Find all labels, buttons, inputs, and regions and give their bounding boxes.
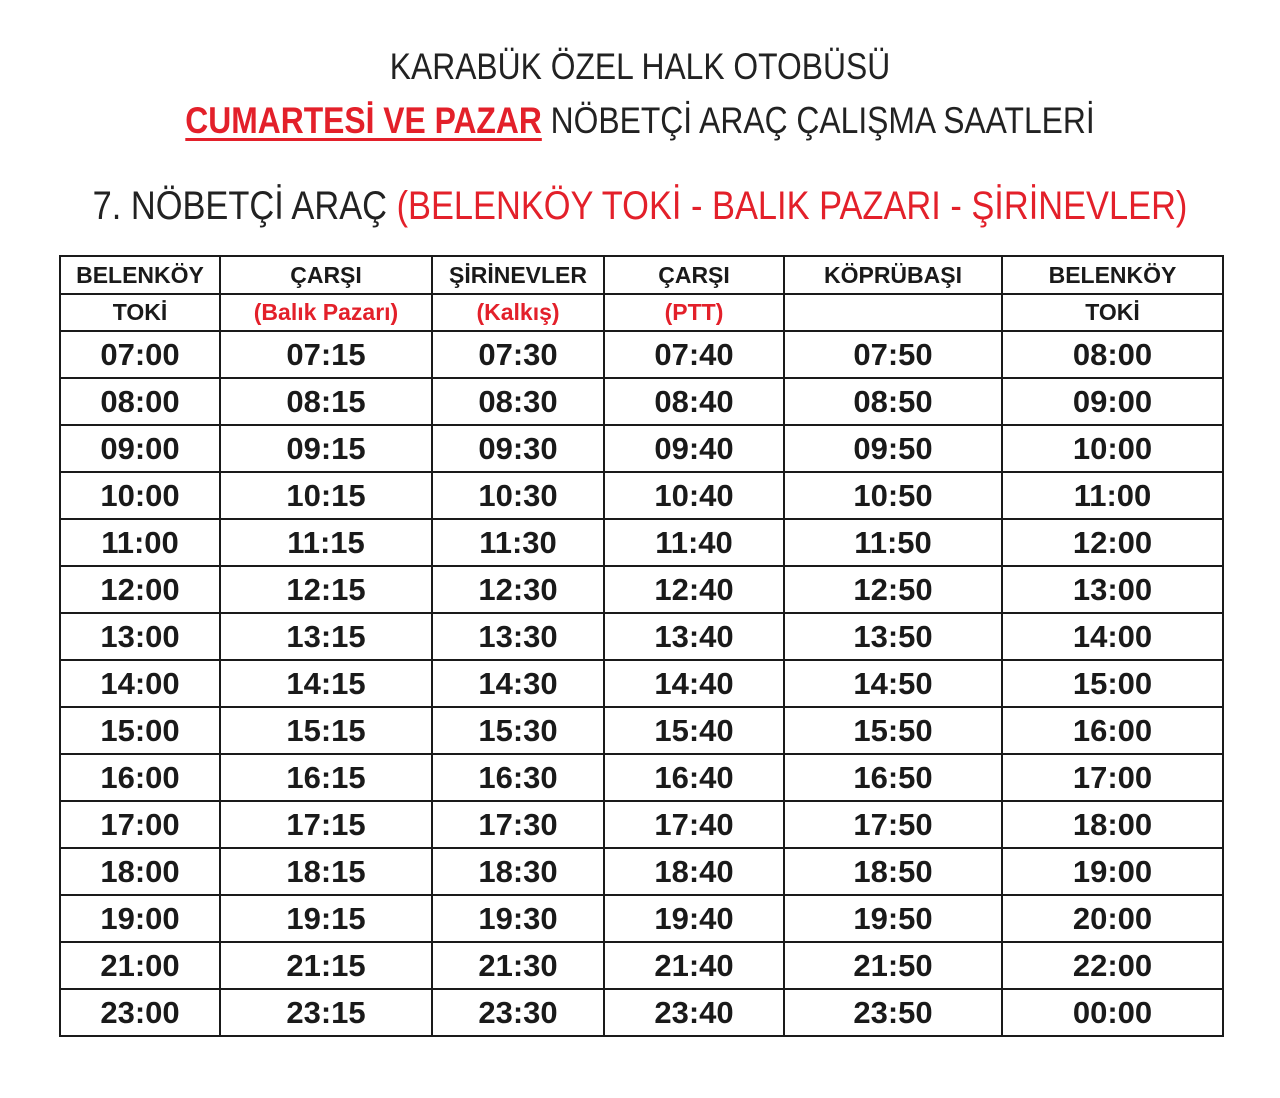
time-cell: 14:00 [1002, 613, 1223, 660]
time-cell: 16:15 [220, 754, 432, 801]
time-cell: 13:50 [784, 613, 1002, 660]
time-cell: 16:50 [784, 754, 1002, 801]
time-cell: 23:30 [432, 989, 604, 1036]
time-cell: 14:40 [604, 660, 784, 707]
subtitle-highlight: CUMARTESİ VE PAZAR [185, 100, 542, 141]
table-row [60, 848, 1223, 895]
time-cell: 15:50 [784, 707, 1002, 754]
subheader-row [60, 294, 1223, 331]
time-cell: 14:30 [432, 660, 604, 707]
table-row [60, 519, 1223, 566]
route-prefix: 7. NÖBETÇİ ARAÇ [92, 184, 397, 228]
time-cell: 15:30 [432, 707, 604, 754]
time-cell: 08:15 [220, 378, 432, 425]
time-cell: 12:00 [60, 566, 220, 613]
time-cell: 11:40 [604, 519, 784, 566]
time-cell: 10:50 [784, 472, 1002, 519]
time-cell: 21:00 [60, 942, 220, 989]
time-cell: 19:40 [604, 895, 784, 942]
time-cell: 13:15 [220, 613, 432, 660]
table-row [60, 613, 1223, 660]
time-cell: 11:00 [60, 519, 220, 566]
time-cell: 14:50 [784, 660, 1002, 707]
time-cell: 11:50 [784, 519, 1002, 566]
time-cell: 09:00 [60, 425, 220, 472]
time-cell: 11:15 [220, 519, 432, 566]
time-cell: 17:00 [1002, 754, 1223, 801]
time-cell: 08:40 [604, 378, 784, 425]
time-cell: 23:00 [60, 989, 220, 1036]
time-cell: 13:00 [1002, 566, 1223, 613]
time-cell: 23:50 [784, 989, 1002, 1036]
time-cell: 19:00 [1002, 848, 1223, 895]
time-cell: 09:00 [1002, 378, 1223, 425]
time-cell: 07:15 [220, 331, 432, 378]
table-row [60, 472, 1223, 519]
time-cell: 18:00 [60, 848, 220, 895]
time-cell: 16:40 [604, 754, 784, 801]
time-cell: 16:00 [1002, 707, 1223, 754]
time-cell: 19:15 [220, 895, 432, 942]
column-header: KÖPRÜBAŞI [784, 256, 1002, 294]
time-cell: 09:50 [784, 425, 1002, 472]
time-cell: 16:30 [432, 754, 604, 801]
time-cell: 15:00 [60, 707, 220, 754]
table-row [60, 425, 1223, 472]
time-cell: 07:40 [604, 331, 784, 378]
time-cell: 20:00 [1002, 895, 1223, 942]
time-cell: 16:00 [60, 754, 220, 801]
time-cell: 23:15 [220, 989, 432, 1036]
column-header: BELENKÖY [1002, 256, 1223, 294]
column-header: ÇARŞI [220, 256, 432, 294]
time-cell: 10:00 [1002, 425, 1223, 472]
time-cell: 14:15 [220, 660, 432, 707]
time-cell: 08:30 [432, 378, 604, 425]
time-cell: 21:30 [432, 942, 604, 989]
header-row [60, 256, 1223, 294]
time-cell: 10:30 [432, 472, 604, 519]
column-subheader: (Balık Pazarı) [220, 294, 432, 331]
column-header: BELENKÖY [60, 256, 220, 294]
table-row [60, 566, 1223, 613]
route-title [90, 184, 1191, 229]
time-cell: 13:40 [604, 613, 784, 660]
column-subheader: TOKİ [60, 294, 220, 331]
time-cell: 07:30 [432, 331, 604, 378]
table-row [60, 942, 1223, 989]
time-cell: 12:50 [784, 566, 1002, 613]
time-cell: 10:00 [60, 472, 220, 519]
column-header: ŞİRİNEVLER [432, 256, 604, 294]
time-cell: 18:40 [604, 848, 784, 895]
time-cell: 21:50 [784, 942, 1002, 989]
time-cell: 14:00 [60, 660, 220, 707]
route-name: (BELENKÖY TOKİ - BALIK PAZARI - ŞİRİNEVLER) [396, 184, 1188, 228]
time-cell: 07:50 [784, 331, 1002, 378]
time-cell: 09:30 [432, 425, 604, 472]
time-cell: 10:40 [604, 472, 784, 519]
table-row [60, 989, 1223, 1036]
time-cell: 18:30 [432, 848, 604, 895]
time-cell: 17:00 [60, 801, 220, 848]
column-subheader: (PTT) [604, 294, 784, 331]
time-cell: 21:40 [604, 942, 784, 989]
time-cell: 23:40 [604, 989, 784, 1036]
time-cell: 08:00 [1002, 331, 1223, 378]
schedule-table [59, 255, 1224, 1037]
time-cell: 17:50 [784, 801, 1002, 848]
time-cell: 00:00 [1002, 989, 1223, 1036]
time-cell: 13:30 [432, 613, 604, 660]
table-row [60, 801, 1223, 848]
time-cell: 17:40 [604, 801, 784, 848]
time-cell: 19:30 [432, 895, 604, 942]
time-cell: 17:15 [220, 801, 432, 848]
table-row [60, 707, 1223, 754]
time-cell: 13:00 [60, 613, 220, 660]
time-cell: 12:15 [220, 566, 432, 613]
column-subheader: TOKİ [1002, 294, 1223, 331]
column-header: ÇARŞI [604, 256, 784, 294]
time-cell: 15:00 [1002, 660, 1223, 707]
column-subheader [784, 294, 1002, 331]
time-cell: 12:40 [604, 566, 784, 613]
table-row [60, 378, 1223, 425]
time-cell: 11:00 [1002, 472, 1223, 519]
subtitle-rest: NÖBETÇİ ARAÇ ÇALIŞMA SAATLERİ [541, 100, 1095, 141]
time-cell: 21:15 [220, 942, 432, 989]
time-cell: 11:30 [432, 519, 604, 566]
time-cell: 18:15 [220, 848, 432, 895]
time-cell: 17:30 [432, 801, 604, 848]
time-cell: 07:00 [60, 331, 220, 378]
time-cell: 19:50 [784, 895, 1002, 942]
time-cell: 19:00 [60, 895, 220, 942]
time-cell: 08:00 [60, 378, 220, 425]
table-row [60, 331, 1223, 378]
table-row [60, 895, 1223, 942]
table-row [60, 660, 1223, 707]
time-cell: 09:15 [220, 425, 432, 472]
time-cell: 08:50 [784, 378, 1002, 425]
page-title: KARABÜK ÖZEL HALK OTOBÜSÜ [389, 46, 891, 87]
time-cell: 18:00 [1002, 801, 1223, 848]
time-cell: 15:40 [604, 707, 784, 754]
table-row [60, 754, 1223, 801]
column-subheader: (Kalkış) [432, 294, 604, 331]
page-subtitle [90, 100, 1191, 142]
time-cell: 12:30 [432, 566, 604, 613]
time-cell: 18:50 [784, 848, 1002, 895]
time-cell: 15:15 [220, 707, 432, 754]
time-cell: 12:00 [1002, 519, 1223, 566]
time-cell: 10:15 [220, 472, 432, 519]
time-cell: 09:40 [604, 425, 784, 472]
time-cell: 22:00 [1002, 942, 1223, 989]
